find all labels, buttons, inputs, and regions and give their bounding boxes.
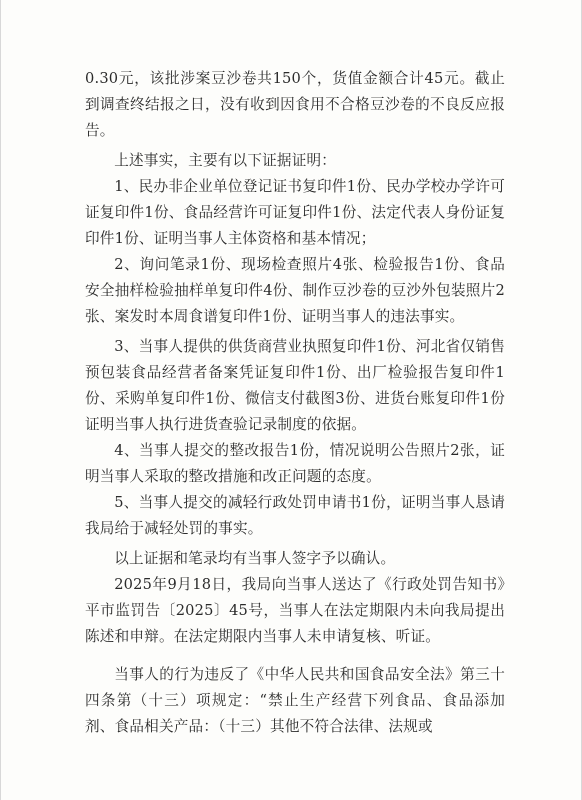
paragraph-evidence-3: 3、当事人提供的供货商营业执照复印件1份、河北省仅销售预包装食品经营者备案凭证复印件1份、出厂检验报告复印件1份、采购单复印件1份、微信支付截图3份、进货台账复印件1份证明当事人执行进货查验记录制度的依据。: [85, 338, 505, 433]
document-body: [85, 66, 505, 740]
paragraph-notice: 2025年9月18日，我局向当事人送达了《行政处罚告知书》平市监罚告〔2025〕45号，当事人在法定期限内未向我局提出陈述和申辩。在法定期限内当事人未申请复核、听证。: [85, 576, 505, 645]
paragraph-confirmation: 以上证据和笔录均有当事人签字予以确认。: [114, 550, 396, 567]
paragraph-violation: 当事人的行为违反了《中华人民共和国食品安全法》第三十四条第（十三）项规定：“禁止生产经营下列食品、食品添加剂、食品相关产品：（十三）其他不符合法律、法规或: [85, 666, 505, 735]
paragraph-facts-end: 0.30元，该批涉案豆沙卷共150个，货值金额合计45元。截止到调查终结报之日，没有收到因食用不合格豆沙卷的不良反应报告。: [85, 70, 505, 139]
paragraph-evidence-2: 2、询问笔录1份、现场检查照片4张、检验报告1份、食品安全抽样检验抽样单复印件4份、制作豆沙卷的豆沙外包装照片2张、案发时本周食谱复印件1份、证明当事人的违法事实。: [85, 256, 505, 325]
paragraph-evidence-1: 1、民办非企业单位登记证书复印件1份、民办学校办学许可证复印件1份、食品经营许可证复印件1份、法定代表人身份证复印件1份、证明当事人主体资格和基本情况；: [85, 178, 505, 247]
paragraph-evidence-5: 5、当事人提交的减轻行政处罚申请书1份，证明当事人恳请我局给于减轻处罚的事实。: [85, 494, 505, 537]
paragraph-evidence-intro: 上述事实，主要有以下证据证明：: [114, 152, 337, 169]
paragraph-evidence-4: 4、当事人提交的整改报告1份，情况说明公告照片2张，证明当事人采取的整改措施和改正问题的态度。: [85, 442, 505, 485]
